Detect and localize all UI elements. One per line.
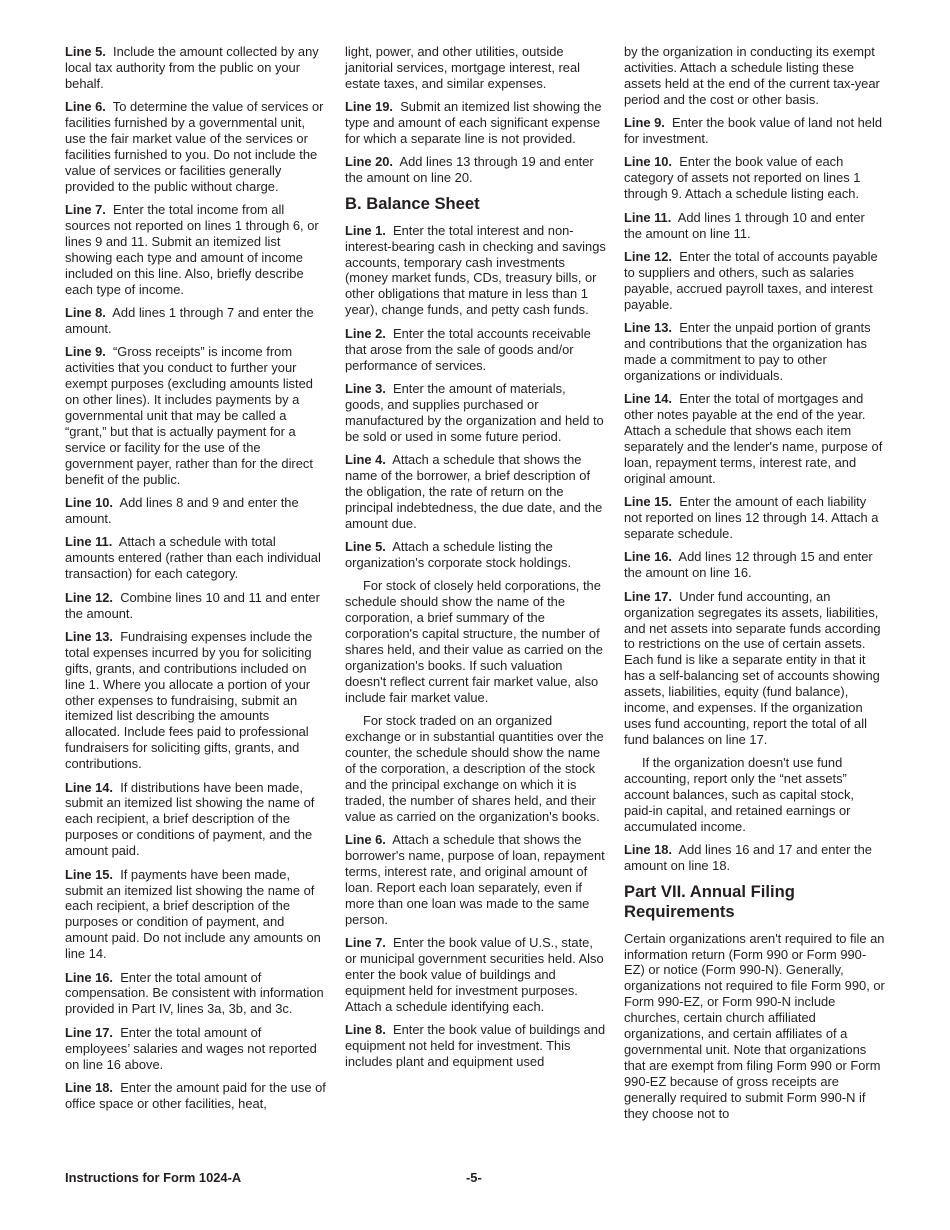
line-label: Line 13. — [624, 320, 673, 336]
instruction-item — [624, 391, 886, 486]
line-text: Enter the total accounts receivable that arose from the sale of goods and/or performance of services. — [345, 325, 591, 373]
line-label: Line 8. — [65, 305, 106, 321]
line-label: Line 7. — [65, 202, 106, 218]
instruction-item — [345, 99, 607, 147]
line-label: Line 2. — [345, 325, 386, 341]
instruction-item — [624, 115, 886, 147]
continued-text: by the organization in conducting its exempt activities. Attach a schedule listing these assets held at the end of the current tax-year period and the cost or other basis. — [624, 44, 880, 107]
instruction-item — [345, 1022, 607, 1070]
line-label: Line 11. — [65, 534, 113, 550]
line-text: To determine the value of services or facilities furnished by a governmental unit, use the fair market value of the services or facilities furnished to you. Do not include the value of services or facilities generally provided to the public without charge. — [65, 99, 324, 194]
line-text: Enter the total of mortgages and other notes payable at the end of the year. Attach a schedule that shows each item separately and the lender's name, purpose of loan, repayment terms, interest rate, and original amount. — [624, 391, 883, 486]
instruction-item — [65, 590, 327, 622]
instruction-item — [345, 326, 607, 374]
line-label: Line 19. — [345, 99, 394, 115]
line-text: Add lines 1 through 7 and enter the amount. — [65, 305, 314, 336]
line-text: Enter the total interest and non-interest-bearing cash in checking and savings accounts, temporary cash investments (money market funds, CDs, treasury bills, or other obligations that mature in less than 1 year), change funds, and petty cash funds. — [345, 222, 606, 318]
indented-paragraph: For stock of closely held corporations, the schedule should show the name of the corporation, a brief summary of the corporation's capital structure, the number of shares held, and their value as carried on the organization's books. If such valuation doesn't reflect current fair market value, also include fair market value. — [345, 578, 603, 705]
line-label: Line 1. — [345, 222, 386, 238]
line-label: Line 5. — [65, 44, 106, 59]
footer-form-title: Instructions for Form 1024-A — [65, 1170, 242, 1185]
continued-text: light, power, and other utilities, outside janitorial services, mortgage interest, real estate taxes, and similar expenses. — [345, 44, 580, 91]
line-text: Enter the book value of land not held for investment. — [624, 115, 882, 147]
line-label: Line 9. — [624, 115, 665, 131]
instruction-item — [65, 202, 327, 297]
line-text: Enter the total income from all sources not reported on lines 1 through 6, or lines 9 and 11. Submit an itemized list showing each type and amount of income included on this line. Also, briefly describe each type of income. — [65, 202, 319, 297]
line-label: Line 18. — [65, 1079, 114, 1095]
instruction-item — [65, 1080, 327, 1112]
line-label: Line 8. — [345, 1021, 386, 1037]
instruction-item — [624, 249, 886, 313]
line-label: Line 11. — [624, 209, 672, 225]
instruction-item — [65, 495, 327, 527]
line-label: Line 9. — [65, 344, 106, 360]
line-label: Line 12. — [624, 248, 673, 264]
line-label: Line 16. — [65, 969, 114, 985]
line-text: Attach a schedule that shows the borrower's name, purpose of loan, repayment terms, interest rate, and original amount of loan. Report each loan separately, even if more than one loan was made to the same person. — [345, 831, 605, 927]
instruction-item — [624, 320, 886, 384]
line-text: Enter the book value of buildings and equipment not held for investment. This includes plant and equipment used — [345, 1021, 606, 1069]
line-label: Line 3. — [345, 380, 386, 396]
line-text: Add lines 16 and 17 and enter the amount on line 18. — [624, 842, 872, 874]
line-text: Attach a schedule with total amounts entered (rather than each individual transaction) for each category. — [65, 534, 321, 582]
page-number: -5- — [466, 1170, 482, 1185]
line-text: If payments have been made, submit an itemized list showing the name of each recipient, a brief description of the purposes or condition of payment, and amount paid. Do not include any amounts on line 14. — [65, 866, 321, 962]
instruction-item — [624, 549, 886, 581]
line-label: Line 13. — [65, 628, 114, 644]
instruction-item — [345, 381, 607, 445]
instruction-item — [65, 344, 327, 487]
line-text: Include the amount collected by any local tax authority from the public on your behalf. — [65, 44, 319, 91]
line-text: Add lines 12 through 15 and enter the amount on line 16. — [624, 549, 873, 581]
instruction-item — [624, 210, 886, 242]
line-label: Line 12. — [65, 589, 114, 605]
line-text: Enter the total amount of employees’ salaries and wages not reported on line 16 above. — [65, 1024, 317, 1072]
instruction-item — [65, 1025, 327, 1073]
instruction-item — [65, 534, 327, 582]
line-text: Add lines 13 through 19 and enter the amount on line 20. — [345, 154, 594, 186]
column-left — [65, 44, 327, 1119]
instruction-item — [624, 842, 886, 874]
line-label: Line 10. — [624, 154, 673, 170]
line-text: If distributions have been made, submit an itemized list showing the name of each recipient, a brief description of the purposes or conditions of payment, and the amount paid. — [65, 779, 315, 859]
line-text: Add lines 1 through 10 and enter the amount on line 11. — [624, 209, 865, 241]
instruction-item — [65, 99, 327, 194]
line-text: “Gross receipts” is income from activities that you conduct to further your exempt purposes (excluding amounts listed on other lines). It includes payments by a governmental unit that may be called a “grant,” but that is actually payment for a service or facility for the use of the government payer, rather than for the direct benefit of the public. — [65, 344, 313, 487]
column-right — [624, 44, 886, 1121]
line-label: Line 17. — [65, 1024, 114, 1040]
line-text: Enter the amount paid for the use of office space or other facilities, heat, — [65, 1079, 326, 1111]
indented-paragraph: If the organization doesn't use fund accounting, report only the “net assets” account balances, such as capital stock, paid-in capital, and retained earnings or accumulated income. — [624, 755, 855, 834]
instruction-item — [345, 154, 607, 186]
line-label: Line 15. — [624, 494, 673, 510]
line-text: Enter the total of accounts payable to suppliers and others, such as salaries payable, accrued payroll taxes, and interest payable. — [624, 248, 878, 312]
line-label: Line 16. — [624, 549, 673, 565]
line-label: Line 7. — [345, 934, 386, 950]
body-paragraph: Certain organizations aren't required to file an information return (Form 990 or Form 990-EZ) or notice (Form 990-N). Generally, organizations not required to file Form 990, or Form 990-EZ, or Form 990-N include churches, certain church affiliated organizations, and certain affiliates of a governmental unit. Note that organizations that are exempt from filing Form 990 or Form 990-EZ because of gross receipts are generally required to submit Form 990-N if they choose not to — [624, 930, 885, 1121]
line-text: Fundraising expenses include the total expenses incurred by you for soliciting gifts, grants, and contributions included on line 1. Where you allocate a portion of your other expenses to fundraising, submit an itemized list describing the amounts allocated. Include fees paid to professional fundraisers for soliciting gifts, grants, and contributions. — [65, 628, 313, 772]
instruction-item — [65, 780, 327, 860]
instruction-item — [345, 452, 607, 532]
line-text: Add lines 8 and 9 and enter the amount. — [65, 495, 299, 526]
indented-paragraph: For stock traded on an organized exchange or in substantial quantities over the counter, the schedule should show the name of the corporation, a description of the stock and the principal exchange on which it is traded, the number of shares held, and their value as carried on the organization's books. — [345, 713, 604, 824]
line-text: Enter the amount of each liability not reported on lines 12 through 14. Attach a separate schedule. — [624, 494, 879, 541]
line-text: Submit an itemized list showing the type and amount of each significant expense for which a separate line is not provided. — [345, 99, 602, 147]
line-text: Attach a schedule listing the organization's corporate stock holdings. — [345, 539, 572, 570]
line-text: Enter the total amount of compensation. Be consistent with information provided in Part IV, lines 3a, 3b, and 3c. — [65, 969, 324, 1017]
instruction-item — [65, 970, 327, 1018]
column-middle — [345, 44, 607, 1077]
line-label: Line 15. — [65, 866, 114, 882]
section-heading: B. Balance Sheet — [345, 193, 480, 213]
instruction-item — [624, 154, 886, 202]
line-label: Line 14. — [65, 779, 114, 795]
instruction-item — [345, 223, 607, 318]
instruction-item — [345, 935, 607, 1015]
line-label: Line 18. — [624, 842, 673, 858]
line-text: Combine lines 10 and 11 and enter the amount. — [65, 589, 320, 621]
line-label: Line 20. — [345, 154, 394, 170]
line-text: Enter the amount of materials, goods, and supplies purchased or manufactured by the organization and held to be sold or used in some future period. — [345, 380, 604, 444]
instruction-item — [65, 867, 327, 962]
line-label: Line 5. — [345, 539, 386, 555]
instruction-item — [624, 589, 886, 748]
line-text: Enter the book value of each category of assets not reported on lines 1 through 9. Attach a schedule listing each. — [624, 154, 861, 202]
instruction-item — [65, 305, 327, 337]
line-text: Enter the unpaid portion of grants and contributions that the organization has made a commitment to pay to other organizations or individuals. — [624, 320, 871, 383]
line-label: Line 17. — [624, 588, 673, 604]
instruction-item — [345, 539, 607, 571]
section-heading: Part VII. Annual Filing Requirements — [624, 881, 795, 921]
line-label: Line 10. — [65, 495, 114, 511]
instruction-item — [345, 832, 607, 927]
instruction-item — [65, 629, 327, 772]
instruction-item — [624, 494, 886, 542]
line-text: Attach a schedule that shows the name of the borrower, a brief description of the obligation, the rate of return on the principal indebtedness, the due date, and the amount due. — [345, 452, 603, 531]
line-label: Line 4. — [345, 452, 386, 468]
line-text: Enter the book value of U.S., state, or municipal government securities held. Also enter the book value of buildings and equipment held for investment purposes. Attach a schedule identifying each. — [345, 934, 604, 1014]
line-text: Under fund accounting, an organization segregates its assets, liabilities, and net assets into separate funds according to restrictions on the use of certain assets. Each fund is like a separate entity in that it has a self-balancing set of accounts showing assets, liabilities, equity (fund balance), income, and expenses. If the organization uses fund accounting, report the total of all fund balances on line 17. — [624, 588, 881, 747]
line-label: Line 6. — [345, 831, 386, 847]
line-label: Line 6. — [65, 99, 106, 115]
instruction-item — [65, 44, 327, 92]
line-label: Line 14. — [624, 391, 673, 407]
